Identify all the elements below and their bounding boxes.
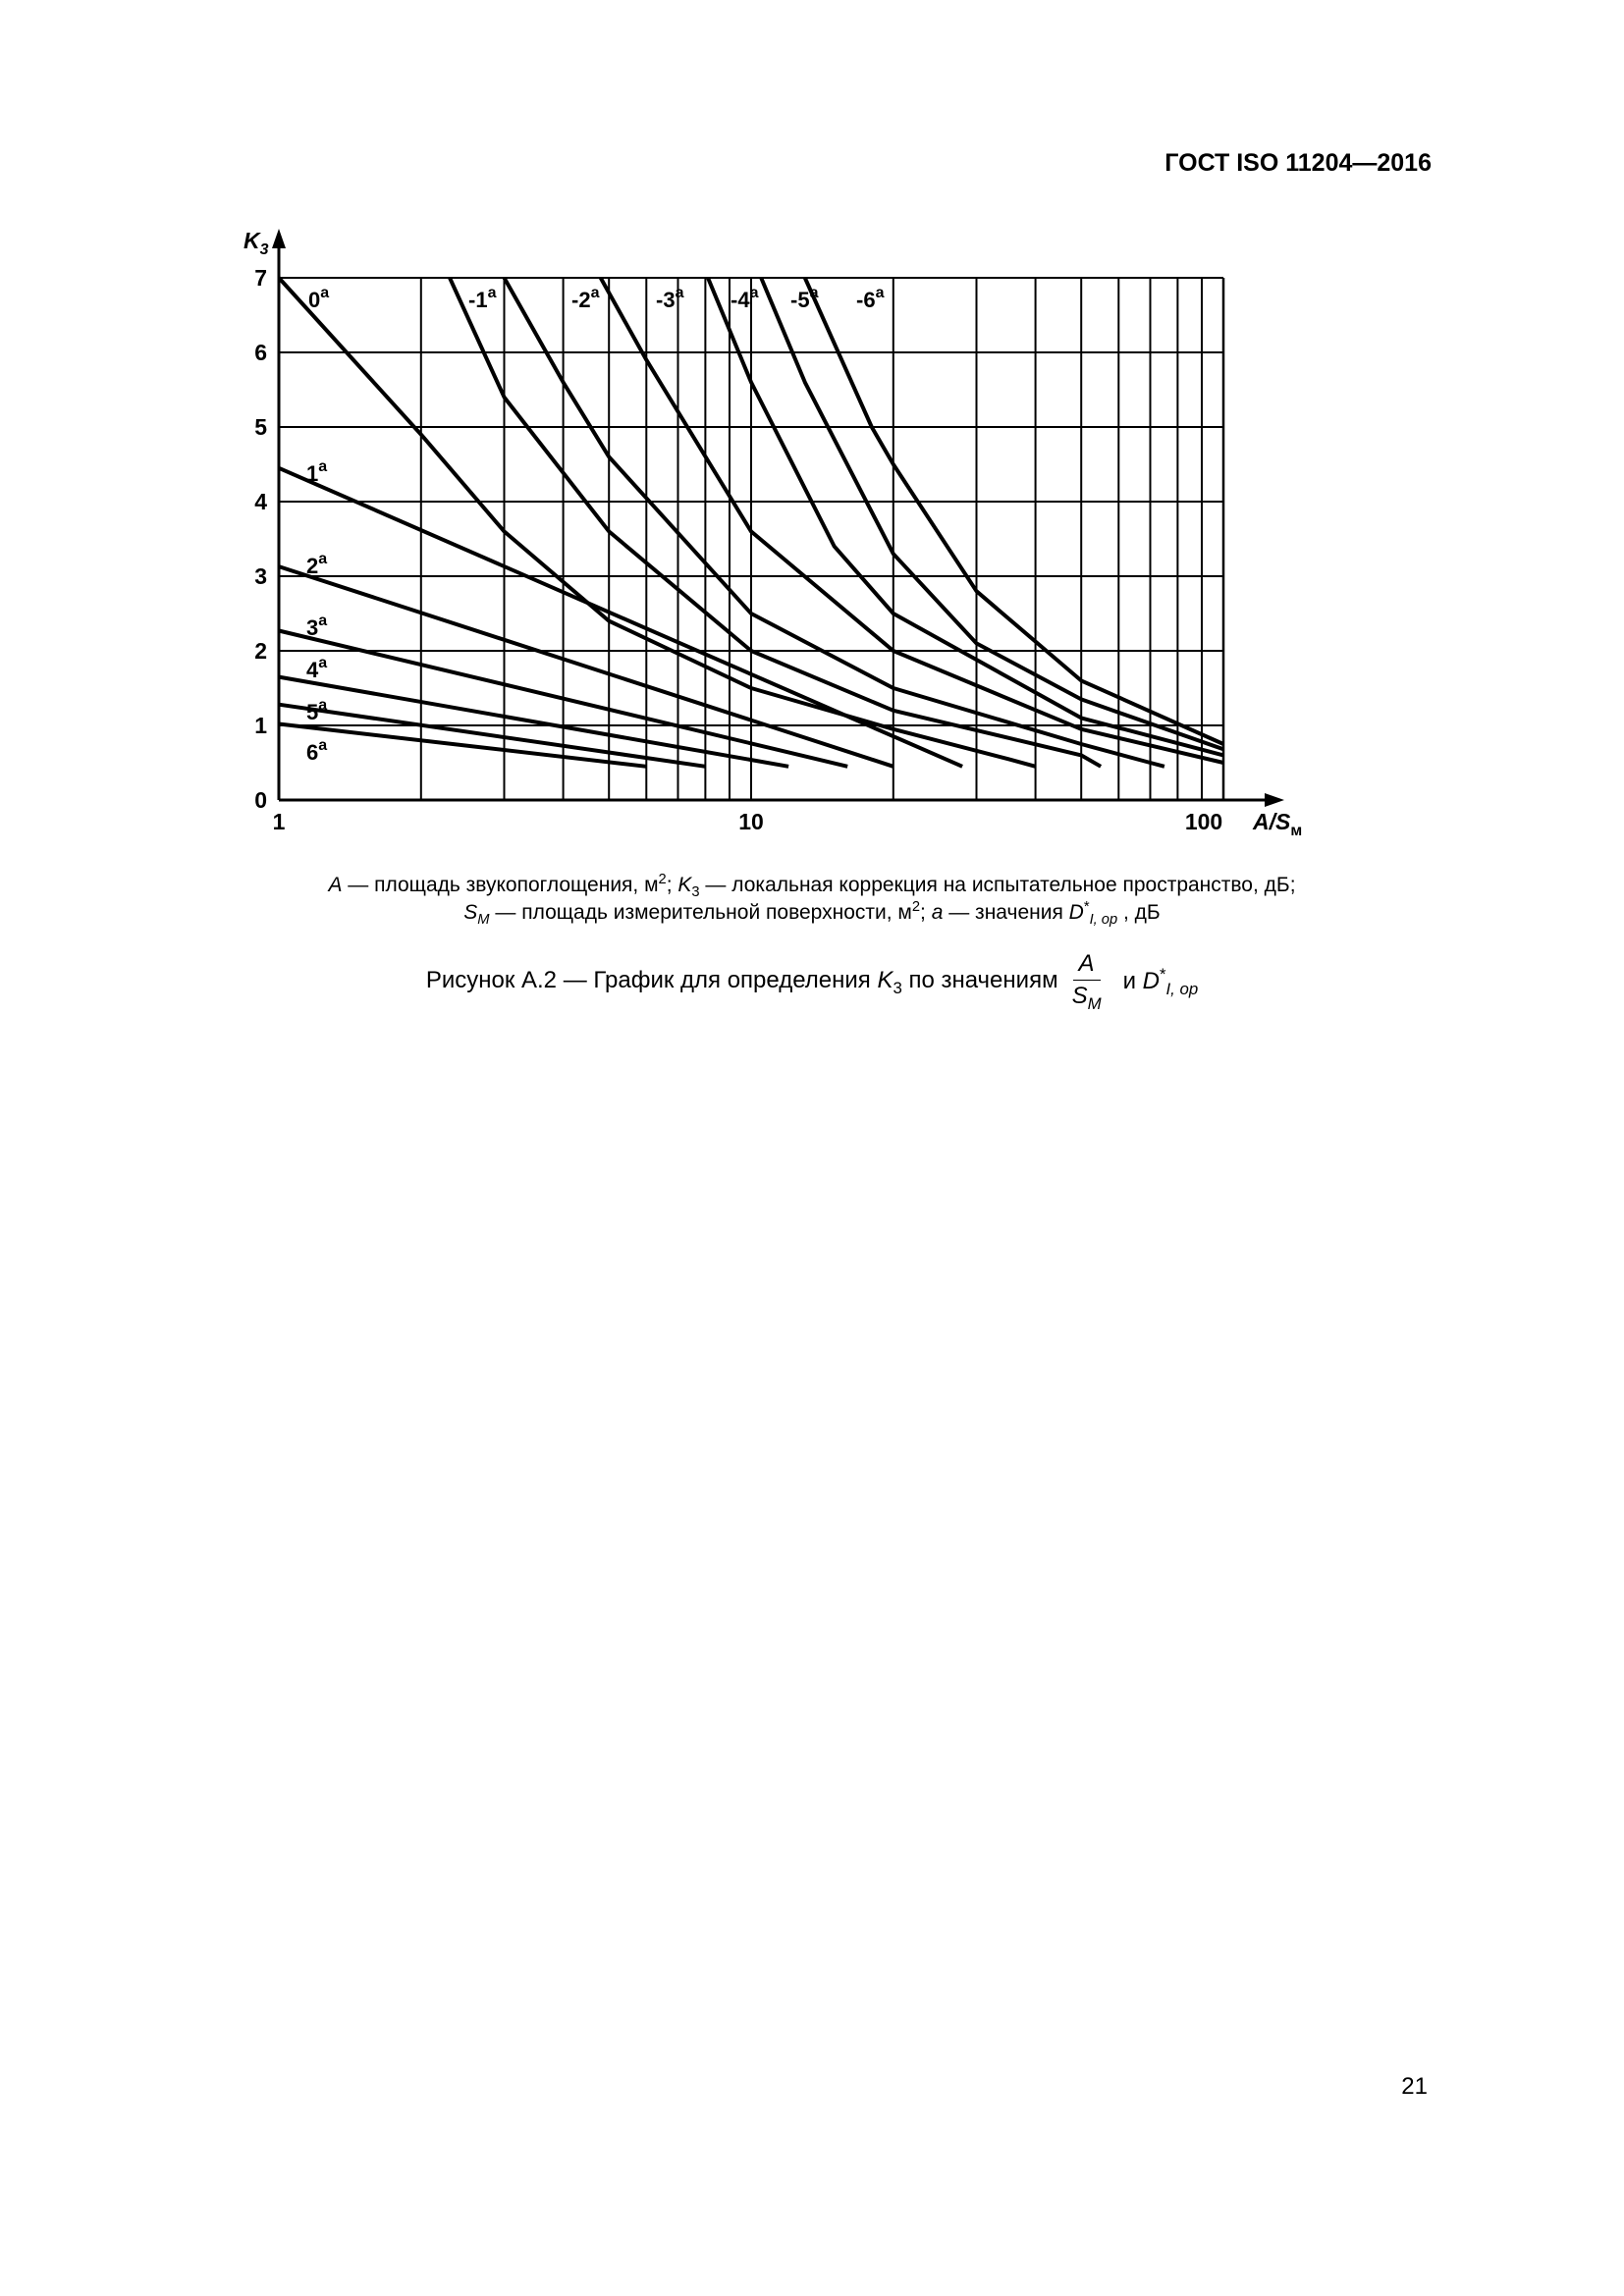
curve-label-sup: a [809, 285, 819, 301]
curve-label-3: 3$^a$ [306, 613, 328, 640]
legend-a2-symbol: a [931, 901, 944, 924]
y-tick-label: 1 [254, 713, 267, 738]
caption-d-sub: I, op [1165, 979, 1199, 998]
curve-label-sup: a [590, 285, 600, 301]
curve-label-sup: a [318, 613, 328, 629]
caption-fraction [1072, 950, 1102, 1014]
y-tick-label: 0 [254, 787, 267, 813]
legend-line-2 [0, 893, 1624, 934]
fraction-den-sub: M [1087, 993, 1102, 1013]
curve-label--5: -5$^a$ [790, 285, 819, 312]
y-axis-title-sub: 3 [259, 241, 269, 258]
legend-k-text: — локальная коррекция на испытательное пространство, дБ; [699, 874, 1296, 896]
curve-label-0: 0$^a$ [308, 285, 330, 312]
curve-label-sup: a [487, 285, 497, 301]
legend-s-symbol: S [463, 901, 478, 924]
series-line-1 [279, 468, 962, 767]
page-number: 21 [1401, 2073, 1428, 2100]
caption-k-symbol: K [877, 966, 893, 993]
legend-a-text: — площадь звукопоглощения, м [342, 874, 659, 896]
legend-tail: , дБ [1117, 901, 1161, 924]
x-axis-arrow [1265, 793, 1284, 807]
legend-s-sup: 2 [911, 899, 921, 915]
k3-chart [0, 0, 1624, 883]
y-tick-label: 7 [254, 265, 267, 291]
curve-label-sup: a [749, 285, 759, 301]
series-line--5 [761, 278, 1223, 749]
curve-label--6: -6$^a$ [856, 285, 885, 312]
caption-mid-text: по значениям [901, 966, 1058, 993]
caption-d-symbol: D [1142, 968, 1160, 994]
x-axis-title-sub: м [1290, 823, 1303, 839]
caption-suffix [1123, 965, 1199, 999]
legend-d-symbol: D [1068, 901, 1084, 924]
legend-s-text: — площадь измерительной поверхности, м [489, 901, 912, 924]
x-tick-label: 100 [1184, 809, 1223, 834]
y-tick-label: 5 [254, 414, 267, 440]
x-tick-label: 10 [738, 809, 764, 834]
standard-code: ГОСТ ISO 11204—2016 [1164, 149, 1432, 177]
legend-a-sup: 2 [658, 872, 667, 887]
legend-k-symbol: K [677, 874, 692, 896]
curve-label-sup: a [318, 697, 328, 714]
curve-label-sup: a [318, 458, 328, 475]
caption-and-text: и [1122, 968, 1143, 994]
y-tick-label: 6 [254, 340, 267, 365]
legend-d-sub: I, op [1089, 912, 1118, 929]
caption-k-sub: 3 [893, 978, 902, 997]
fraction-numerator: A [1073, 950, 1101, 981]
curve-label-sup: a [675, 285, 684, 301]
caption-prefix-text: Рисунок А.2 — График для определения [425, 966, 878, 993]
curve-label--1: -1$^a$ [468, 285, 497, 312]
y-tick-label: 4 [254, 489, 267, 514]
series-line--4 [708, 278, 1223, 755]
curve-label-sup: a [320, 285, 330, 301]
curve-label--4: -4$^a$ [731, 285, 759, 312]
y-axis-title: $K_3$ [244, 228, 269, 258]
caption-d-sup: * [1159, 965, 1166, 984]
y-axis-arrow [272, 229, 286, 248]
curve-label-1: 1$^a$ [306, 458, 328, 486]
legend-d-sup: * [1083, 899, 1090, 915]
legend-s-sub: M [477, 912, 490, 929]
legend-line-1: A — площадь звукопоглощения, $м^2$; $K_3$ — локальная коррекция на испытательное пространство, дБ; [328, 872, 1296, 901]
legend-a-symbol: A [328, 874, 343, 896]
caption-prefix [426, 967, 1058, 998]
fraction-denominator [1072, 981, 1102, 1014]
curve-label-sup: a [318, 737, 328, 754]
curve-label--3: -3$^a$ [656, 285, 684, 312]
x-tick-label: 1 [272, 809, 286, 834]
series-line--3 [601, 278, 1223, 763]
figure-caption [0, 950, 1624, 1014]
x-axis-title: $A/S_м$ [1253, 809, 1303, 839]
curve-label-sup: a [875, 285, 885, 301]
series-line-0 [279, 278, 1036, 767]
legend-k-sub: 3 [691, 884, 700, 901]
curve-label-sup: a [318, 655, 328, 671]
y-tick-label: 2 [254, 638, 267, 664]
legend-a2-desc: — значения [943, 901, 1069, 924]
curve-label-5: 5$^a$ [306, 697, 328, 724]
legend-a2-text: ; [920, 901, 932, 924]
curve-label-2: 2$^a$ [306, 551, 328, 578]
curve-label-4: 4$^a$ [306, 655, 328, 682]
curve-label-sup: a [318, 551, 328, 567]
fraction-den-symbol: S [1071, 983, 1088, 1009]
y-tick-label: 3 [254, 563, 267, 589]
curve-label-6: 6$^a$ [306, 737, 328, 765]
curve-label--2: -2$^a$ [571, 285, 600, 312]
